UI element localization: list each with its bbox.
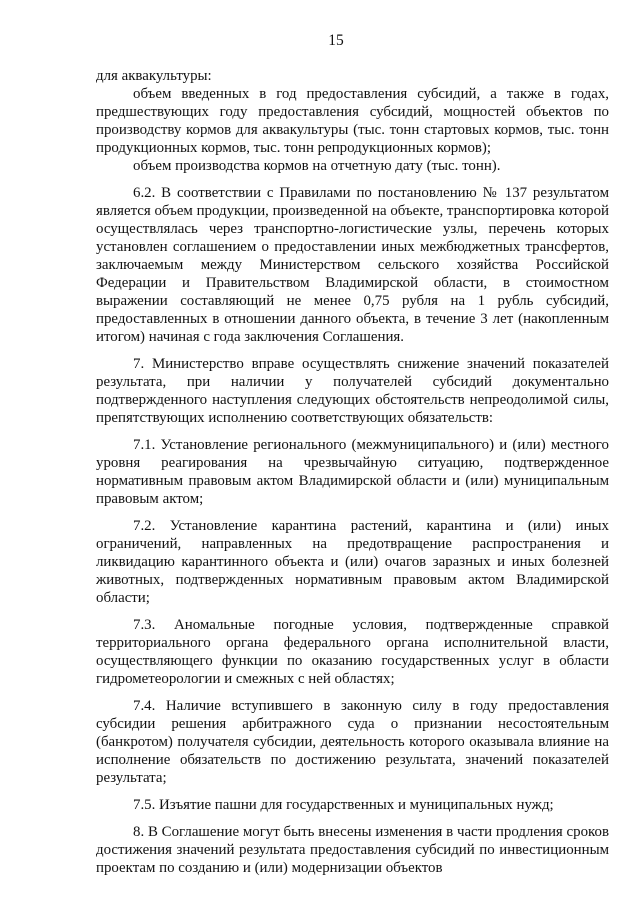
paragraph-7-3: 7.3. Аномальные погодные условия, подтвержденные справкой территориального органа федерального органа исполнительной власти, осуществляющего функции по оказанию государственных услуг в области гидрометеорологии и смежных с ней областях; (96, 617, 609, 687)
page-number: 15 (328, 32, 344, 49)
paragraph-8: 8. В Соглашение могут быть внесены изменения в части продления сроков достижения значений результата предоставления субсидий по инвестиционным проектам по созданию и (или) модернизации объектов (96, 824, 609, 876)
paragraph-feed-production: объем производства кормов на отчетную дату (тыс. тонн). (133, 158, 501, 174)
paragraph-7-2: 7.2. Установление карантина растений, карантина и (или) иных ограничений, направленных на предотвращение распространения и ликвидацию карантинного объекта и (или) очагов заразных и иных болезней животных, подтвержденных нормативным правовым актом Владимирской области; (96, 518, 609, 606)
paragraph-feed-capacity: объем введенных в год предоставления субсидий, а также в годах, предшествующих году предоставления субсидий, мощностей объектов по производству кормов для аквакультуры (тыс. тонн стартовых кормов, тыс. тонн продукционных кормов, тыс. тонн репродукционных кормов); (96, 86, 609, 156)
paragraph-7-4: 7.4. Наличие вступившего в законную силу в году предоставления субсидии решения арбитражного суда о признании несостоятельным (банкротом) получателя субсидии, деятельность которого оказывала влияние на исполнение обязательств по достижению результата, значений показателей результата; (96, 698, 609, 786)
paragraph-aquaculture-intro: для аквакультуры: (96, 68, 212, 84)
paragraph-7-5: 7.5. Изъятие пашни для государственных и муниципальных нужд; (133, 797, 554, 813)
paragraph-6-2: 6.2. В соответствии с Правилами по постановлению № 137 результатом является объем продукции, произведенной на объекте, транспортировка которой осуществлялась через транспортно-логистические узлы, перечень которых установлен соглашением о предоставлении иных межбюджетных трансфертов, заключаемым между Министерством сельского хозяйства Российской Федерации и Правительством Владимирской области, в стоимостном выражении составляющий не менее 0,75 рубля на 1 рубль субсидий, предоставленных в отношении данного объекта, в течение 3 лет (накопленным итогом) начиная с года заключения Соглашения. (96, 185, 609, 345)
paragraph-7-1: 7.1. Установление регионального (межмуниципального) и (или) местного уровня реагирования на чрезвычайную ситуацию, подтвержденное нормативным правовым актом Владимирской области и (или) муниципальным правовым актом; (96, 437, 609, 507)
document-body (96, 67, 609, 877)
paragraph-7: 7. Министерство вправе осуществлять снижение значений показателей результата, при наличии у получателей субсидий документально подтвержденного наступления следующих обстоятельств непреодолимой силы, препятствующих исполнению соответствующих обязательств: (96, 356, 609, 426)
